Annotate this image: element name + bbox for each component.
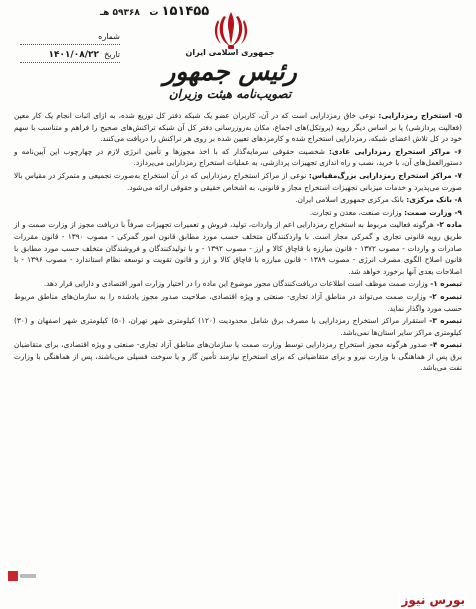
paragraph-text: نوعی از مراکز استخراج رمزدارایی که در آن استخراج به‌صورت تجمیعی و متمرکز در مقیاس بالا صورت می‌پذیرد و خدمات میزبانی تجهیزات استخراج مجاز و قانونی، به اشخاص حقیقی و حقوقی ارائه می‌شود. (14, 170, 462, 192)
paragraph (14, 110, 462, 145)
paragraph-text: بانک مرکزی جمهوری اسلامی ایران. (295, 195, 407, 205)
paragraph-title: تبصره ۴- (429, 340, 463, 350)
paragraph (14, 339, 462, 374)
paragraph-title: ماده ۲- (436, 220, 462, 230)
paragraph-title: ۵- استخراج رمزدارایی: (378, 111, 462, 120)
paragraph-title: ۷- مراکز استخراج رمزدارایی بزرگ‌مقیاس: (308, 170, 462, 180)
paragraph (14, 291, 462, 314)
paragraph-title: تبصره ۳- (429, 316, 462, 326)
letterhead (140, 48, 320, 101)
paragraph-text: وزارت صنعت، معدن و تجارت. (309, 207, 405, 217)
letter-meta (20, 30, 120, 66)
paragraph-text: وزارت صمت می‌تواند در مناطق آزاد تجاری- صنعتی و ویژه اقتصادی، صلاحیت صدور مجوز یادشده را به سازمان‌های مناطق مربوط حسب مورد واگذار نماید. (14, 291, 462, 313)
document-type: تصویب‌نامه هیئت وزیران (168, 87, 292, 101)
paragraph-text: شخصیت حقوقی سرمایه‌گذار که با اخذ مجوزها و تأمین انرژی لازم در چهارچوب این آیین‌نامه و دستورالعمل‌های آن، با خرید، نصب و راه اندازی تجهیزات پردازشی، به عملیات استخراج رمزدارایی می‌پردازد. (14, 146, 462, 168)
reference-number: ۱۵۱۴۵۵ (161, 4, 210, 19)
paragraph-text: صدور هرگونه مجوز استخراج رمزدارایی توسط وزارت صمت یا سازمان‌های مناطق آزاد تجاری- صنعتی و ویژه اقتصادی، برای متقاضیان برق پس از هماهنگی با وزارت نیرو و برای متقاضیانی که برای استخراج نیازمند تأمین گاز و یا سوخت فسیلی می‌باشند، پس از هماهنگی با وزارت نفت می‌باشد. (14, 340, 462, 373)
reference-prefix: ت (149, 8, 159, 18)
country-name: جمهوری اسلامی ایران (185, 48, 275, 57)
paragraph-title: ۶- مراکز استخراج رمزدارایی عادی: (329, 146, 462, 156)
date-row (20, 48, 120, 63)
paragraph (14, 194, 462, 206)
emblem-icon (209, 10, 253, 50)
paragraph-text: هرگونه فعالیت مربوط به استخراج رمزدارایی اعم از واردات، تولید، فروش و تعمیرات تجهیزات صرفاً با دریافت مجوز از وزارت صمت و از طریق رویه قانونی تجاری و گمرکی مجاز است. با واردکنندگان متخلف حسب مورد مطابق قانون امور گمرکی - مصوب ۱۳۹۰ - قانون مقررات صادرات و واردات - مصوب ۱۳۷۲ - قانون مبارزه با قاچاق کالا و ارز - مصوب ۱۳۹۲ - و با تولیدکنندگان و فروشندگان متخلف حسب مورد مطابق با قانون اصلاح الگوی مصرف انرژی - مصوب ۱۳۸۹ - قانون مبارزه با قاچاق کالا و ارز و قانون تقویت و توسعه نظام استاندارد - مصوب ۱۳۹۶ - با اصلاحات بعدی آنها برخورد خواهد شد. (14, 220, 462, 276)
paragraph (14, 278, 462, 290)
reference-line (100, 4, 209, 19)
date-label: تاریخ (104, 50, 120, 59)
paragraph (14, 146, 462, 169)
office-title: رئیس جمهور (163, 57, 297, 86)
document-body (14, 110, 462, 375)
watermark-logo-icon (6, 568, 40, 584)
paragraph-text: وزارت صمت موظف است اطلاعات دریافت‌کنندگان مجوز موضوع این ماده را در اختیار وزارت امور اقتصادی و دارایی قرار دهد. (43, 279, 431, 289)
paragraph-title: تبصره ۱- (430, 279, 462, 289)
source-watermark: بورس نیوز (398, 593, 468, 607)
paragraph-title: ۸- بانک مرکزی: (406, 195, 462, 205)
number-label: شماره (98, 32, 120, 41)
number-row (20, 30, 120, 45)
paragraph (14, 219, 462, 277)
reference-code: ۵۹۳۶۸ هـ (100, 8, 140, 18)
paragraph-title: تبصره ۲- (429, 291, 462, 301)
paragraph-text: استقرار مراکز استخراج رمزدارایی با مصرف برق شامل محدودیت (۱۲۰) کیلومتری شهر تهران، (۵۰) کیلومتری شهر اصفهان و (۳۰) کیلومتری مراکز سایر استان‌ها نمی‌باشد. (14, 316, 462, 337)
paragraph (14, 207, 462, 219)
paragraph-title: ۹- وزارت صمت: (404, 207, 462, 217)
paragraph (14, 315, 462, 338)
date-value: ۱۴۰۱/۰۸/۲۲ (48, 50, 99, 60)
paragraph (14, 170, 462, 193)
paragraph-text: نوعی خاق رمزدارایی است که در آن، کاربران عضو یک شبکه دفتر کل توزیع شده، به ازای اثبات انجام یک کار معین (فعالیت پردازشی) یا بر اساس دیگر رویه (پروتکل)‌های اجماع، مکان به‌روزرسانی دفتر کل آن شبکه تراکنش‌های صحیح را فراهم و متناسب با سهم خود در کل تلاش اعضای شبکه، رمزدارایی استخراج شده و کارمزدهای تعیین شده بر روی هر تراکنش را دریافت می‌کنند. (14, 111, 462, 144)
